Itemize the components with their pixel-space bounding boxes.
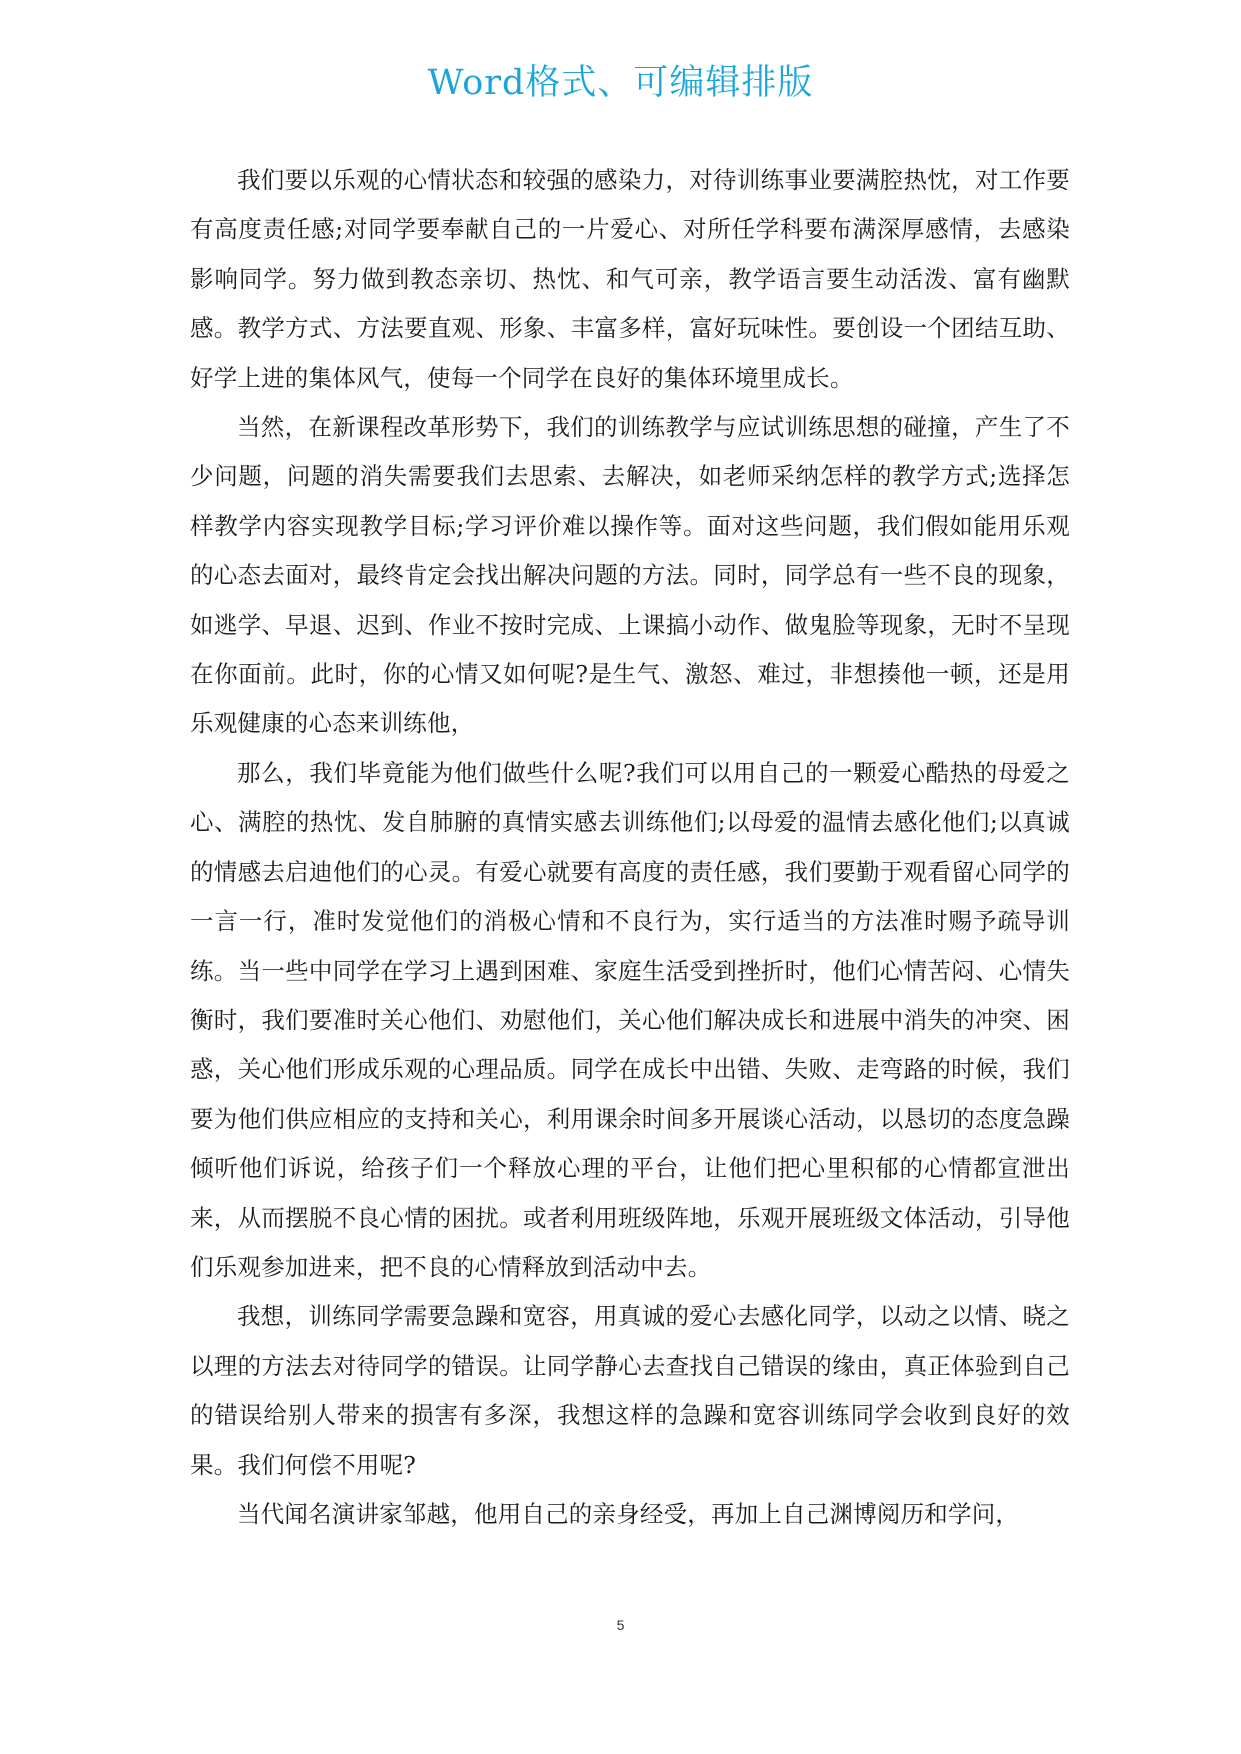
- page-header-title: Word格式、可编辑排版: [427, 63, 814, 103]
- paragraph: 我想，训练同学需要急躁和宽容，用真诚的爱心去感化同学，以动之以情、晓之以理的方法去对待同学的错误。让同学静心去查找自己错误的缘由，真正体验到自己的错误给别人带来的损害有多深，我想这样的急躁和宽容训练同学会收到良好的效果。我们何偿不用呢?: [190, 1302, 1070, 1479]
- document-body: [190, 156, 1070, 1539]
- paragraph: 我们要以乐观的心情状态和较强的感染力，对待训练事业要满腔热忱，对工作要有高度责任感;对同学要奉献自己的一片爱心、对所任学科要布满深厚感情，去感染影响同学。努力做到教态亲切、热忱、和气可亲，教学语言要生动活泼、富有幽默感。教学方式、方法要直观、形象、丰富多样，富好玩味性。要创设一个团结互助、好学上进的集体风气，使每一个同学在良好的集体环境里成长。: [190, 166, 1070, 392]
- paragraph: 当代闻名演讲家邹越，他用自己的亲身经受，再加上自己渊博阅历和学问，: [237, 1499, 1020, 1528]
- paragraph: 当然，在新课程改革形势下，我们的训练教学与应试训练思想的碰撞，产生了不少问题，问题的消失需要我们去思索、去解决，如老师采纳怎样的教学方式;选择怎样教学内容实现教学目标;学习评价难以操作等。面对这些问题，我们假如能用乐观的心态去面对，最终肯定会找出解决问题的方法。同时，同学总有一些不良的现象，如逃学、早退、迟到、作业不按时完成、上课搞小动作、做鬼脸等现象，无时不呈现在你面前。此时，你的心情又如何呢?是生气、激怒、难过，非想揍他一顿，还是用乐观健康的心态来训练他，: [190, 413, 1070, 738]
- paragraph: 那么，我们毕竟能为他们做些什么呢?我们可以用自己的一颗爱心酷热的母爱之心、满腔的热忱、发自肺腑的真情实感去训练他们;以母爱的温情去感化他们;以真诚的情感去启迪他们的心灵。有爱心就要有高度的责任感，我们要勤于观看留心同学的一言一行，准时发觉他们的消极心情和不良行为，实行适当的方法准时赐予疏导训练。当一些中同学在学习上遇到困难、家庭生活受到挫折时，他们心情苦闷、心情失衡时，我们要准时关心他们、劝慰他们，关心他们解决成长和进展中消失的冲突、困惑，关心他们形成乐观的心理品质。同学在成长中出错、失败、走弯路的时候，我们要为他们供应相应的支持和关心，利用课余时间多开展谈心活动，以恳切的态度急躁倾听他们诉说，给孩子们一个释放心理的平台，让他们把心里积郁的心情都宣泄出来，从而摆脱不良心情的困扰。或者利用班级阵地，乐观开展班级文体活动，引导他们乐观参加进来，把不良的心情释放到活动中去。: [190, 758, 1070, 1281]
- page-number: 5: [616, 1617, 625, 1633]
